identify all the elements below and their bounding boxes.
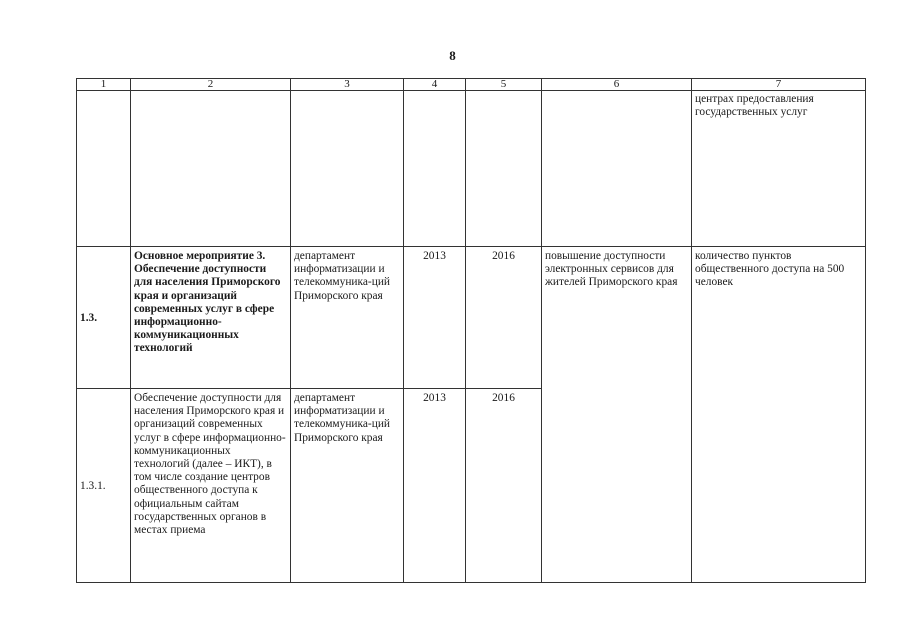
executor: департамент информатизации и телекоммуника-ций Приморского края xyxy=(291,247,404,389)
cont-indicator: центрах предоставления государственных услуг xyxy=(692,91,866,247)
page-number: 8 xyxy=(449,48,456,63)
header-col-3: 3 xyxy=(291,79,404,91)
cont-cell-4 xyxy=(404,91,466,247)
header-row xyxy=(77,79,866,91)
header-col-5: 5 xyxy=(466,79,542,91)
expected-result: повышение доступности электронных сервисов для жителей Приморского края xyxy=(542,247,692,583)
table-row xyxy=(77,247,866,389)
row-number: 1.3. xyxy=(77,247,131,389)
start-year: 2013 xyxy=(404,247,466,389)
start-year: 2013 xyxy=(404,389,466,583)
header-col-7: 7 xyxy=(692,79,866,91)
header-col-4: 4 xyxy=(404,79,466,91)
header-col-1: 1 xyxy=(77,79,131,91)
activity-name: Основное мероприятие 3. Обеспечение доступности для населения Приморского края и организаций современных услуг в сфере информационно-коммуникационных технологий xyxy=(131,247,291,389)
continuation-row xyxy=(77,91,866,247)
header-col-2: 2 xyxy=(131,79,291,91)
indicator: количество пунктов общественного доступа на 500 человек xyxy=(692,247,866,583)
activity-name: Обеспечение доступности для населения Приморского края и организаций современных услуг в сфере информационно-коммуникационных технологий (далее – ИКТ), в том числе создание центров общественного доступа к официальным сайтам государственных органов в местах приема xyxy=(131,389,291,583)
cont-cell-5 xyxy=(466,91,542,247)
cont-cell-1 xyxy=(77,91,131,247)
row-number: 1.3.1. xyxy=(77,389,131,583)
executor: департамент информатизации и телекоммуника-ций Приморского края xyxy=(291,389,404,583)
header-col-6: 6 xyxy=(542,79,692,91)
end-year: 2016 xyxy=(466,247,542,389)
cont-cell-6 xyxy=(542,91,692,247)
end-year: 2016 xyxy=(466,389,542,583)
program-table xyxy=(76,78,866,583)
cont-cell-3 xyxy=(291,91,404,247)
cont-cell-2 xyxy=(131,91,291,247)
